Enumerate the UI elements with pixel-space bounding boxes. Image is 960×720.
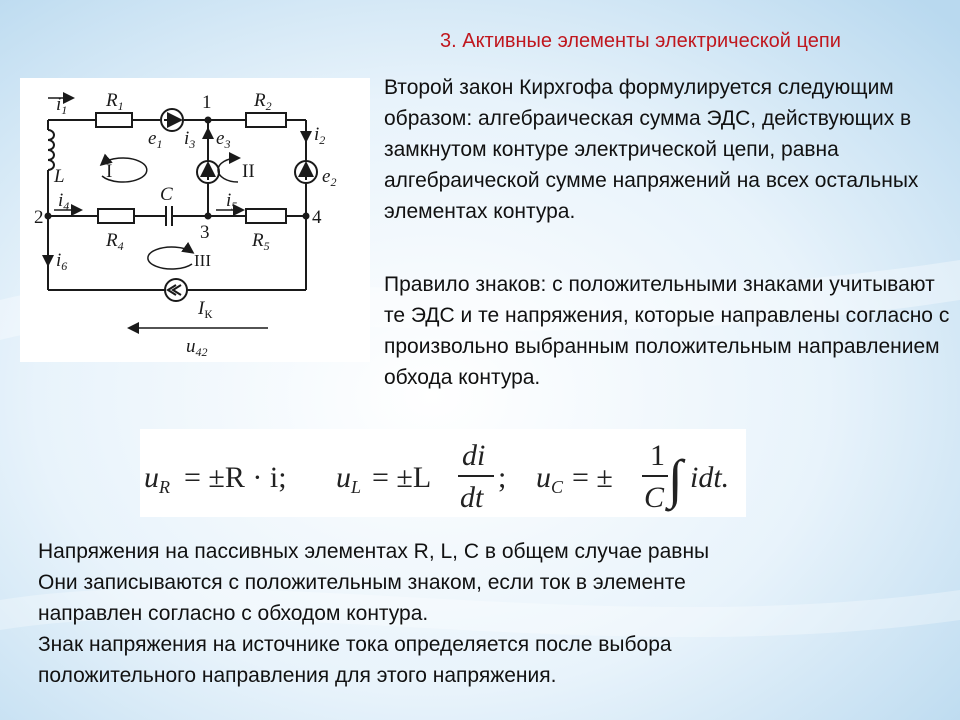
sign-rule-text: Правило знаков: с положительными знаками учитывают те ЭДС и те напряжения, которые направлены согласно с произвольно выбранным положительным направлением обхода контура. (384, 273, 950, 389)
slide-title: 3. Активные элементы электрической цепи (440, 30, 841, 52)
circuit-diagram (20, 78, 370, 362)
label-e2: $e_2$ (322, 166, 337, 189)
svg-text:C: C (644, 481, 665, 514)
label-loop-III: III (194, 251, 211, 270)
formula-uC (536, 439, 729, 514)
label-Ik: $I_К$ (198, 298, 213, 321)
formula-uL (336, 439, 506, 514)
label-L: L (54, 166, 65, 187)
lower-text-line: положительного направления для этого напряжения. (38, 664, 557, 687)
label-node1: 1 (202, 92, 212, 113)
label-loop-II: II (242, 161, 255, 182)
label-i6: $i_6$ (56, 250, 68, 273)
label-i2: $i_2$ (314, 124, 326, 147)
label-R2: $R_2$ (254, 90, 272, 113)
svg-text:1: 1 (650, 439, 665, 472)
label-i1: $i_1$ (56, 94, 68, 117)
label-node2: 2 (34, 207, 44, 228)
lower-text-block (38, 536, 948, 691)
svg-text:di: di (462, 439, 486, 472)
lower-text-line: направлен согласно с обходом контура. (38, 602, 429, 625)
svg-text:idt.: idt. (690, 461, 730, 494)
lower-text-line: Знак напряжения на источнике тока определяется после выбора (38, 633, 672, 656)
svg-text:∫: ∫ (668, 449, 683, 509)
lower-text-line: Они записываются с положительным знаком, если ток в элементе (38, 571, 686, 594)
label-node3: 3 (200, 222, 210, 243)
formula-box (140, 429, 746, 517)
label-e3: $e_3$ (216, 128, 231, 151)
svg-text:= ±R · i;: = ±R · i; (184, 461, 287, 494)
svg-text:dt: dt (460, 481, 484, 514)
label-i4: $i_4$ (58, 190, 70, 213)
svg-text:;: ; (498, 461, 507, 494)
label-node4: 4 (312, 207, 322, 228)
svg-text:= ±: = ± (572, 461, 613, 494)
label-e1: $e_1$ (148, 128, 163, 151)
label-R1: $R_1$ (106, 90, 124, 113)
svg-text:uL: $u_L$ (336, 461, 362, 497)
label-i3: $i_3$ (184, 128, 196, 151)
svg-text:= ±L: = ±L (372, 461, 432, 494)
kirchhoff-law-text: Второй закон Кирхгофа формулируется следующим образом: алгебраическая сумма ЭДС, действующих в замкнутом контуре электрической цепи, равна алгебраической сумме напряжений на всех остальных элементах контура. (384, 76, 919, 223)
label-loop-I: I (106, 161, 113, 182)
label-R4: $R_4$ (106, 230, 124, 253)
lower-text-line: Напряжения на пассивных элементах R, L, C в общем случае равны (38, 540, 710, 563)
formula-uR (144, 461, 287, 497)
label-i5: $i_5$ (226, 190, 238, 213)
svg-text:uR: $u_R$ (144, 461, 170, 497)
label-C: C (160, 184, 173, 205)
label-R5: $R_5$ (252, 230, 270, 253)
label-u42: $u_{42}$ (186, 336, 208, 359)
svg-text:uC: $u_C$ (536, 461, 564, 497)
